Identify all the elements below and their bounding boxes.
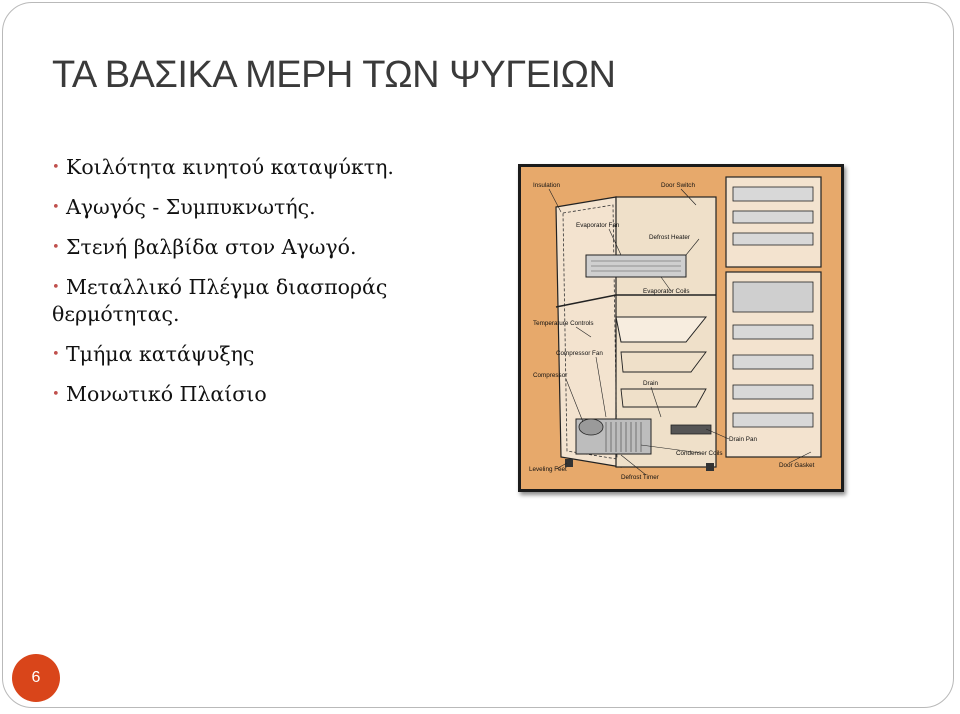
label-door-gasket: Door Gasket [779,462,815,469]
label-defrost-timer: Defrost Timer [621,474,659,481]
bullet-text: Τμήμα κατάψυξης [66,342,255,366]
bullet-icon: • [52,387,60,402]
label-defrost-heater: Defrost Heater [649,234,690,241]
bullet-text: Αγωγός - Συμπυκνωτής. [66,195,316,219]
bullet-icon: • [52,240,60,255]
refrigerator-illustration [521,167,841,489]
slide-title: ΤΑ ΒΑΣΙΚΑ ΜΕΡΗ ΤΩΝ ΨΥΓΕΙΩΝ [52,54,616,96]
bullet-text: Κοιλότητα κινητού καταψύκτη. [66,155,394,179]
list-item [52,234,472,261]
label-insulation: Insulation [533,182,560,189]
bullet-icon: • [52,347,60,362]
bullet-text: Στενή βαλβίδα στον Αγωγό. [66,235,357,259]
label-drain-pan: Drain Pan [729,436,758,443]
label-temperature-controls: Temperature Controls [533,320,594,327]
list-item [52,194,472,221]
label-leveling-feet: Leveling Feet [529,466,567,473]
bullet-icon: • [52,160,60,175]
label-door-switch: Door Switch [661,182,695,189]
label-evaporator-fan: Evaporator Fan [576,222,620,229]
list-item [52,274,472,328]
bullet-text: Μονωτικό Πλαίσιο [66,382,267,406]
bullet-text: Μεταλλικό Πλέγμα διασποράς θερμότητας. [52,275,388,326]
label-evaporator-coils: Evaporator Coils [643,288,690,295]
label-compressor: Compressor [533,372,568,379]
list-item [52,381,472,408]
bullet-icon: • [52,280,60,295]
bullet-icon: • [52,200,60,215]
list-item [52,154,472,181]
bullet-list [52,154,472,421]
label-compressor-fan: Compressor Fan [556,350,603,357]
list-item [52,341,472,368]
label-drain: Drain [643,380,659,387]
page-number-badge: 6 [12,654,60,702]
refrigerator-diagram [518,164,844,492]
label-condenser-coils: Condenser Coils [676,450,723,457]
